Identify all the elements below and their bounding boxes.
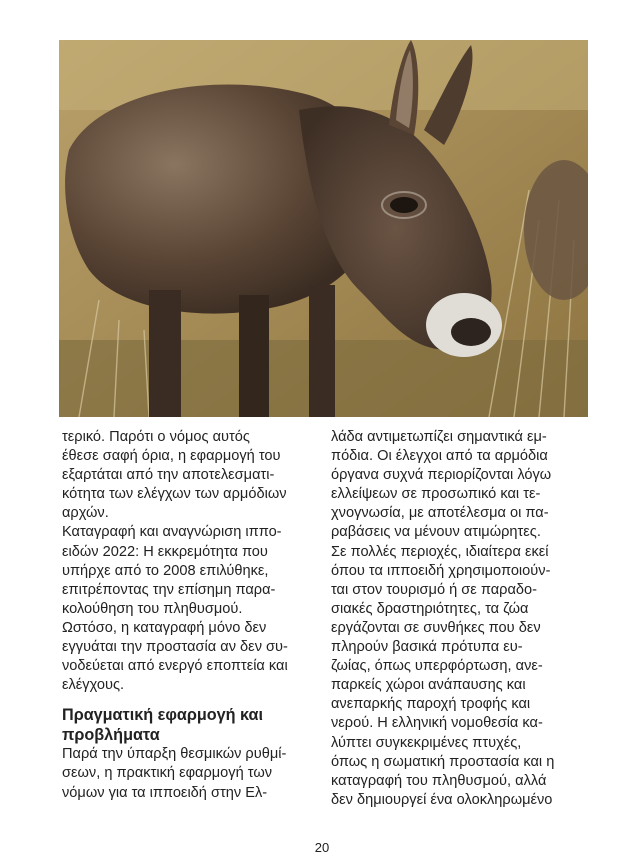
section-heading (62, 705, 310, 745)
text-line: Παρά την ύπαρξη θεσμικών ρυθμί- (62, 746, 287, 763)
text-line: επιτρέποντας την επίσημη παρα- (62, 581, 276, 598)
section-heading-line: προβλήματα (62, 726, 160, 745)
text-line: δεν δημιουργεί ένα ολοκληρωμένο (331, 791, 553, 808)
text-line: ται στον τουρισμό ή σε παραδο- (331, 581, 537, 598)
text-line: λύπτει συγκεκριμένες πτυχές, (331, 734, 522, 751)
text-line: ελλείψεων σε προσωπικό και τε- (331, 486, 541, 503)
text-line: χνογνωσία, με αποτέλεσμα οι πα- (331, 505, 549, 522)
text-line: έθεσε σαφή όρια, η εφαρμογή του (62, 448, 281, 465)
text-line: σιακές δραστηριότητες, τα ζώα (331, 600, 529, 617)
text-line: τερικό. Παρότι ο νόμος αυτός (62, 429, 250, 445)
text-line: νερού. Η ελληνική νομοθεσία κα- (331, 715, 543, 732)
text-line: πληρούν βασικά πρότυπα ευ- (331, 639, 523, 656)
section-heading-line: Πραγματική εφαρμογή και (62, 706, 263, 725)
text-line: καταγραφή του πληθυσμού, αλλά (331, 772, 547, 789)
text-line: εργάζονται σε συνθήκες που δεν (331, 619, 541, 636)
text-line: εγγυάται την προστασία αν δεν συ- (62, 639, 288, 656)
left-column (62, 428, 310, 803)
text-line: ειδών 2022: Η εκκρεμότητα που (62, 543, 268, 560)
text-line: ζωίας, όπως υπερφόρτωση, ανε- (331, 658, 543, 675)
text-line: ελέγχους. (62, 677, 125, 694)
text-line: εξαρτάται από την αποτελεσματι- (62, 467, 275, 484)
page-number: 20 (314, 840, 330, 855)
text-line: νοδεύεται από ενεργό εποπτεία και (62, 658, 288, 675)
text-line: πόδια. Οι έλεγχοι από τα αρμόδια (331, 448, 548, 465)
text-line: νόμων για τα ιπποειδή στην Ελ- (62, 784, 268, 801)
text-line: όπου τα ιπποειδή χρησιμοποιούν- (331, 562, 551, 579)
text-line: Σε πολλές περιοχές, ιδιαίτερα εκεί (331, 543, 549, 560)
text-line: Καταγραφή και αναγνώριση ιππο- (62, 524, 282, 541)
text-line: ραβάσεις να μένουν ατιμώρητες. (331, 524, 541, 541)
text-line: σεων, η πρακτική εφαρμογή των (62, 765, 273, 782)
text-line: ανεπαρκής παροχή τροφής και (331, 696, 531, 713)
text-line: όπως η σωματική προστασία και η (331, 753, 555, 770)
text-line: λάδα αντιμετωπίζει σημαντικά εμ- (331, 429, 547, 445)
text-line: Ωστόσο, η καταγραφή μόνο δεν (62, 619, 267, 636)
text-line: όργανα συχνά περιορίζονται λόγω (331, 467, 552, 484)
text-line: κολούθηση του πληθυσμού. (62, 600, 243, 617)
donkey-photo (59, 40, 588, 417)
text-line: παρκείς χώροι ανάπαυσης και (331, 677, 526, 694)
text-line: αρχών. (62, 505, 109, 522)
text-line: υπήρχε από το 2008 επιλύθηκε, (62, 562, 269, 579)
right-column (331, 428, 591, 810)
text-line: κότητα των ελέγχων των αρμόδιων (62, 486, 287, 503)
